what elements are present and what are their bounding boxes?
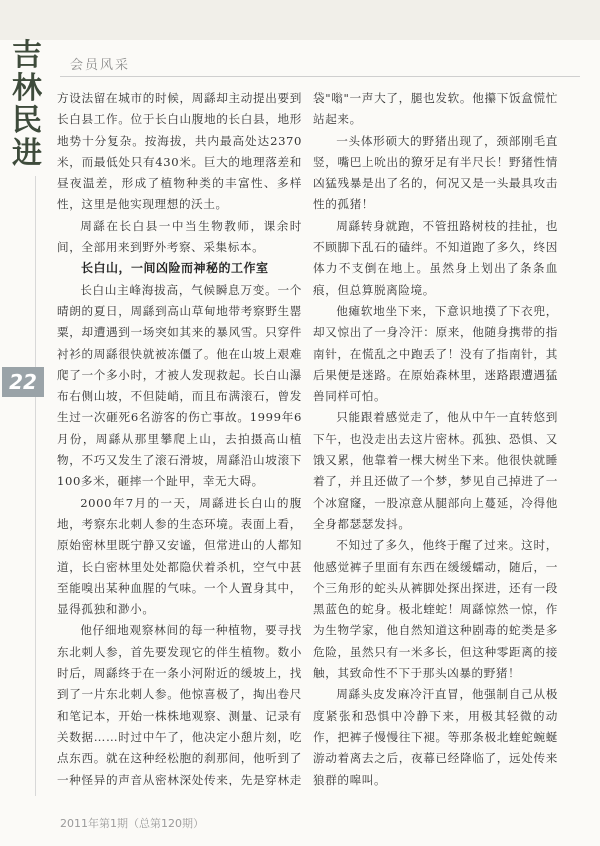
paragraph: 袋"嗡"一声大了，腿也发软。他攥下饭盒慌忙站起来。 xyxy=(313,91,558,127)
paragraph: 只能跟着感觉走了，他从中午一直转悠到下午，也没走出去这片密林。孤独、恐惧、又饿又累，他靠着一棵大树坐下来。他很快就睡着了，并且还做了一个梦，梦见自己掉进了一个冰窟窿，一股凉意从腿部向上蔓延，冷得他全身都瑟瑟发抖。 xyxy=(313,410,558,531)
logo-char-4: 进 xyxy=(12,135,42,171)
section-title: 会员风采 xyxy=(70,58,131,73)
logo-char-2: 林 xyxy=(12,70,42,106)
side-divider xyxy=(35,176,36,796)
section-heading: 长白山，一间凶险而神秘的工作室 xyxy=(81,261,269,276)
magazine-logo xyxy=(4,40,50,170)
right-column xyxy=(313,88,558,786)
paragraph: 他瘫软地坐下来，下意识地摸了下衣兜，却又惊出了一身冷汗：原来，他随身携带的指南针，在慌乱之中跑丢了！没有了指南针，其后果便是迷路。在原始森林里，迷路跟遭遇猛兽同样可怕。 xyxy=(313,303,558,404)
paragraph: 周繇转身就跑，不管扭路树枝的挂扯，也不顾脚下乱石的磕绊。不知道跑了多久，终因体力不支倒在地上。虽然身上划出了条条血痕，但总算脱离险境。 xyxy=(313,218,558,297)
issue-footer: 2011年第1期（总第120期） xyxy=(60,817,204,830)
paragraph: 2000年7月的一天，周繇进长白山的腹地，考察东北刺人参的生态环境。表面上看，原始密林里既宁静又安谧，但常进山的人都知道，长白密林里处处都隐伏着杀机，空气中甚至能嗅出某种血腥的气味。一个人置身其中，显得孤独和渺小。 xyxy=(57,495,302,617)
paragraph: 周繇在长白县一中当生物教师，课余时间，全部用来到野外考察、采集标本。 xyxy=(57,218,302,255)
paragraph: 一头体形硕大的野猪出现了，颈部刚毛直竖，嘴巴上吮出的獠牙足有半尺长！野猪性情凶猛残暴是出了名的，何况又是一头最具攻击性的孤猪！ xyxy=(313,133,558,212)
left-column xyxy=(57,88,302,786)
logo-char-3: 民 xyxy=(12,103,42,139)
paragraph: 长白山主峰海拔高，气候瞬息万变。一个晴朗的夏日，周繇到高山草甸地带考察野生罂粟，却遭遇到一场突如其来的暴风雪。只穿件衬衫的周繇很快就被冻僵了。他在山坡上艰难爬了一个多小时，才被人发现救起。长白山瀑布右侧山坡，不但陡峭，而且布满滚石，曾发生过一次砸死6名游客的伤亡事故。1999年6月份，周繇从那里攀爬上山，去拍摄高山植物，不巧又发生了滚石滑坡，周繇沿山坡滚下100多米，砸摔一个趾甲，幸无大碍。 xyxy=(57,282,302,489)
logo-char-1: 吉 xyxy=(12,38,42,74)
page-number: 22 xyxy=(2,367,44,397)
header-divider xyxy=(60,76,580,77)
paragraph: 方设法留在城市的时候，周繇却主动提出要到长白县工作。位于长白山腹地的长白县，地形地势十分复杂。按海拔，共内最高处达2370米，而最低处只有430米。巨大的地理落差和昼夜温差，形成了植物种类的丰富性、多样性，这里是他实现理想的沃土。 xyxy=(57,91,302,212)
paragraph: 他仔细地观察林间的每一种植物，要寻找东北刺人参，首先要发现它的伴生植物。数小时后，周繇终于在一条小河附近的缓坡上，找到了一片东北刺人参。他惊喜极了，掏出卷尺和笔记本，开始一株株地观察、测量、记录有关数据……时过中午了，他决定小憩片刻，吃点东西。就在这种经松胞的刹那间，他听到了一种怪异的声音从密林深处传来，先是穿林走 xyxy=(57,623,302,786)
paragraph: 不知过了多久，他终于醒了过来。这时，他感觉裤子里面有东西在缓缓蠕动，随后，一个三角形的蛇头从裤脚处探出探进，还有一段黑蓝色的蛇身。极北蝰蛇！周繇惊然一惊，作为生物学家，他自然知道这种剧毒的蛇类是多危险，虽然只有一米多长，但这种零距离的接触，其致命性不下于那头凶暴的野猪！ xyxy=(313,538,558,681)
paragraph: 周繇头皮发麻冷汗直冒，他强制自己从极度紧张和恐惧中冷静下来，用极其轻微的动作，把裤子慢慢往下褪。等那条极北蝰蛇蜿蜒游动着离去之后，夜幕已经降临了，远处传来狼群的嗥叫。 xyxy=(313,687,558,786)
top-frame xyxy=(0,0,600,40)
